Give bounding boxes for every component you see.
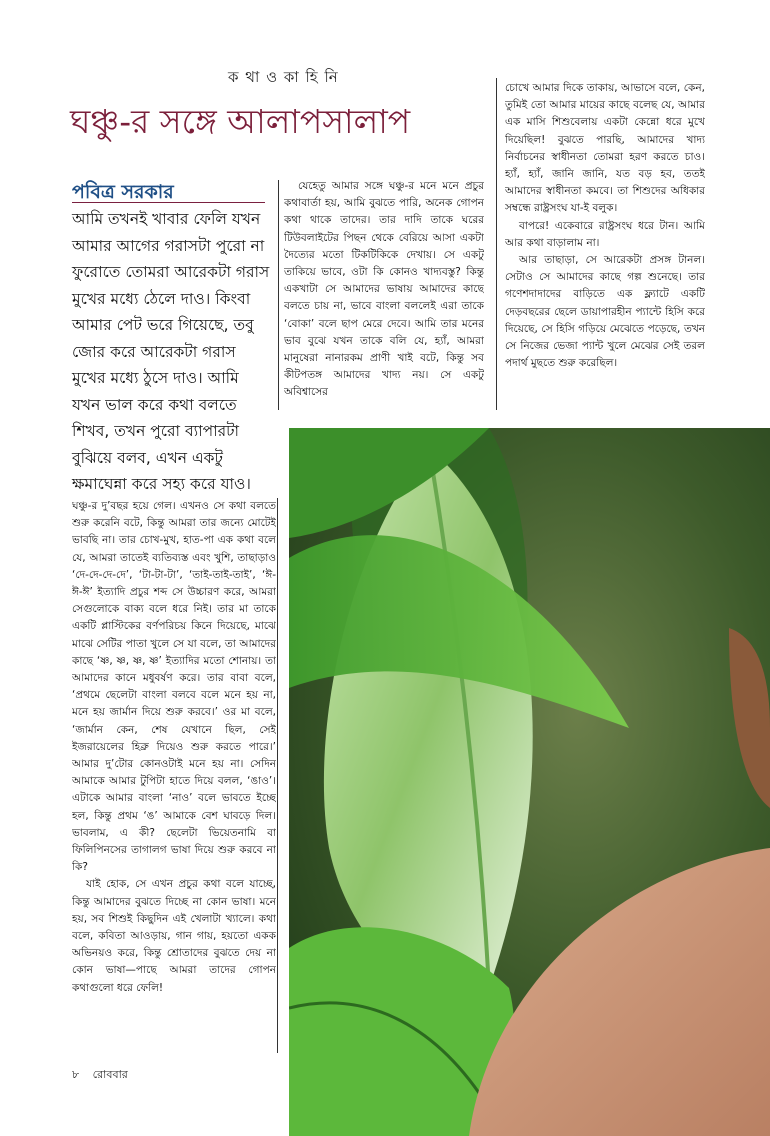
body-paragraph: চোখে আমার দিকে তাকায়, আভাসে বলে, কেন, তুমিই তো আমার মায়ের কাছে বলেছ যে, আমার এক মাসি শিশুবেলায় একটা কেন্নো ধরে মুখে দিয়েছিল! বুঝতে পারছি, আমাদের খাদ্য নির্বাচনের স্বাধীনতা তোমরা হরণ করতে চাও। হ্যাঁ, হ্যাঁ, জানি জানি, যত বড় হব, ততই আমাদের স্বাধীনতা কমবে। তা শিশুদের অধিকার সম্বন্ধে রাষ্ট্রসংঘ যা-ই বলুক। [505, 82, 705, 215]
author-name: পবিত্র সরকার [72, 181, 174, 203]
publication-name: রোববার [92, 1068, 128, 1081]
article-title: ঘঞ্চু-র সঙ্গে আলাপসালাপ [70, 102, 411, 141]
page-number: ৮ [72, 1068, 80, 1081]
column-right [505, 80, 705, 414]
column-middle [284, 178, 484, 410]
leaf-and-child-illustration [289, 428, 770, 1136]
page-footer [72, 1066, 128, 1085]
column-left [72, 498, 276, 1058]
column-divider [278, 180, 279, 410]
body-paragraph: যেহেতু আমার সঙ্গে ঘঞ্চু-র মনে মনে প্রচুর কথাবার্তা হয়, আমি বুঝতে পারি, অনেক গোপন কথা থাকে তাদের। তার দাদি তাকে ঘরের টিউবলাইটের পিছন থেকে বেরিয়ে আসা একটা দৈত্যের মতো টিকটিকিকে দেখায়। সে একটু তাকিয়ে ভাবে, ওটা কি কোনও খাদ্যবস্তু? কিন্তু একখাটা সে আমাদের ভাষায় আমাদের কাছে বলতে চায় না, ভাবে বাংলা বললেই এরা তাকে ‘বোকা’ বলে ছাপ মেরে দেবে। আমি তার মনের ভাব বুঝে যখন তাকে বলি যে, হ্যাঁ, আমরা মানুষেরা নানারকম প্রাণী খাই বটে, কিন্তু সব কীটপতঙ্গ আমাদের খাদ্য নয়। সে একটু অবিশ্বাসের [284, 180, 484, 399]
body-paragraph: যাই হোক, সে এখন প্রচুর কথা বলে যাচ্ছে, কিন্তু আমাদের বুঝতে দিচ্ছে না কোন ভাষা। মনে হয়, সব শিশুই কিছুদিন এই খেলাটা খ্যালে। কথা বলে, কবিতা আওড়ায়, গান গায়, হয়তো একক অভিনয়ও করে, কিন্তু শ্রোতাদের বুঝতে দেয় না কোন ভাষা—পাছে আমরা তাদের গোপন কথাগুলো ধরে ফেলি! [72, 878, 276, 994]
article-photo [289, 428, 770, 1136]
body-paragraph: বাপরে! একেবারে রাষ্ট্রসংঘ ধরে টান। আমি আর কথা বাড়ালাম না। [505, 219, 705, 249]
intro-paragraph: আমি তখনই খাবার ফেলি যখন আমার আগের গরাসটা পুরো না ফুরোতে তোমরা আরেকটা গরাস মুখের মধ্যে ঠেলে দাও। কিংবা আমার পেট ভরে গিয়েছে, তবু জোর করে আরেকটা গরাস মুখের মধ্যে ঠুসে দাও। আমি যখন ভাল করে কথা বলতে শিখব, তখন পুরো ব্যাপারটা বুঝিয়ে বলব, এখন একটু ক্ষমাঘেন্না করে সহ্য করে যাও। [72, 210, 270, 493]
body-paragraph: ঘঞ্চু-র দু’বছর হয়ে গেল। এখনও সে কথা বলতে শুরু করেনি বটে, কিন্তু আমরা তার জন্যে মোটেই ভাবছি না। তার চোখ-মুখ, হাত-পা এক কথা বলে যে, আমরা তাতেই ব্যতিব্যস্ত এবং খুশি, তাছাড়াও ‘দে-দে-দে-দে’, ‘টা-টা-টা’, ‘তাই-তাই-তাই’, ‘ঈ-ঈ-ঈ’ ইত্যাদি প্রচুর শব্দ সে উচ্চারণ করে, আমরা সেগুলোকে বাক্য বলে ধরে নিই। তার মা তাকে একটি প্লাস্টিকের বর্ণপরিচয় কিনে দিয়েছে, মাঝে মাঝে সেটির পাতা খুলে সে যা বলে, তা আমাদের কাছে ‘ষ্ণ, ষ্ণ, ষ্ণ, ষ্ণ’ ইত্যাদির মতো শোনায়। তা আমাদের কানে মধুবর্ষণ করে। তার বাবা বলে, ‘প্রথমে ছেলেটা বাংলা বলবে বলে মনে হয় না, মনে হয় জার্মান দিয়ে শুরু করবে।’ ওর মা বলে, ‘জার্মান কেন, শেষ যেখানে ছিল, সেই ইজরায়েলের হিব্রু দিয়েও শুরু করতে পারে।’ আমার দু’টোর কোনওটাই মনে হয় না। সেদিন আমাকে আমার টুপিটা হাতে দিয়ে বলল, ‘ঙাও’। এটাকে আমার বাংলা ‘নাও’ বলে ভাবতে ইচ্ছে হল, কিন্তু প্রথম ‘ঙ’ আমাকে বেশ ঘাবড়ে দিল। ভাবলাম, এ কী? ছেলেটা ভিয়েতনামি বা ফিলিপিনসের তাগালগ ভাষা দিয়ে শুরু করবে না কি? [72, 500, 276, 874]
section-kicker: ক থা ও কা হি নি [228, 68, 339, 86]
body-paragraph: আর তাছাড়া, সে আরেকটা প্রসঙ্গ টানল। সেটাও সে আমাদের কাছে গল্প শুনেছে। তার গণেশদাদাদের বাড়িতে এক ফ্ল্যাটে একটি দেড়বছরের ছেলে ডায়াপারহীন প্যান্টে হিসি করে দিয়েছে, সে হিসি গড়িয়ে মেঝেতে পড়েছে, তখন সে নিজের ভেজা প্যান্ট খুলে মেঝের সেই তরল পদার্থ মুছতে শুরু করেছিল। [505, 254, 705, 370]
author-divider [72, 202, 265, 203]
column-divider [277, 498, 278, 1053]
column-divider [496, 78, 497, 410]
